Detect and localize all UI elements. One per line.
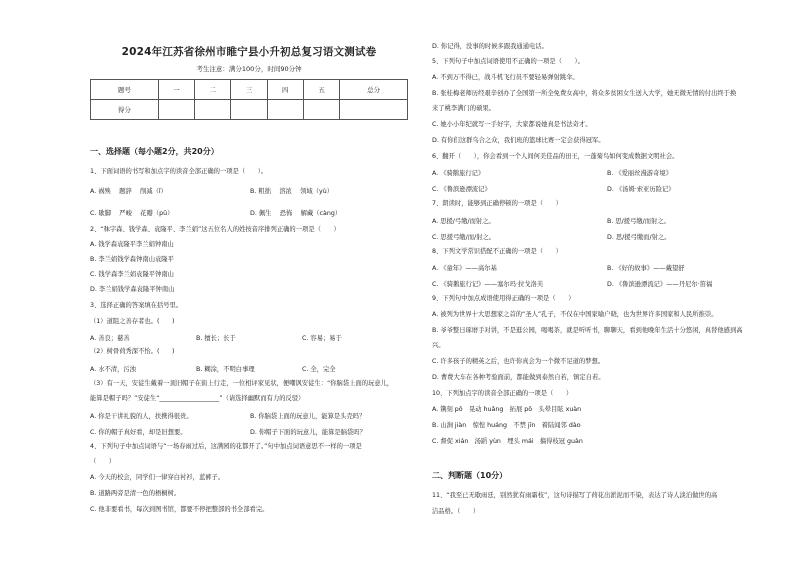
option: C. 容易；易于	[302, 335, 342, 342]
option: C. 你的帽子真好看，却是旧想要。	[90, 429, 187, 436]
score-cell	[231, 100, 267, 120]
question-text: 10、下列加点字的读音全部正确的一项是（ ）	[432, 390, 573, 397]
option: D. 李兰娟钱学森袁隆平钟南山	[90, 286, 175, 293]
option: D. 你记得，没事的时候多跟我通通电话。	[432, 43, 548, 50]
score-cell	[303, 100, 339, 120]
option: A. 祸殃 题辞 削减（ǐ）	[90, 188, 167, 195]
option: C. 督促 xián 汤蹈 yùn 埋头 mái 搞得枝冠 guàn	[432, 438, 583, 445]
option: B. 李兰娟钱学森钟南山袁隆平	[90, 256, 174, 263]
question-text: 8、下列文学常识搭配不正确的一项是（ ）	[432, 248, 562, 255]
score-cell	[158, 100, 194, 120]
option: B. 《好的故事》——戴望舒	[607, 265, 685, 272]
option: A. 钱学森袁隆平李兰娟钟南山	[90, 241, 174, 248]
question-text: 1、下面词语的书写和加点字的读音全部正确的一项是（ ）。	[90, 168, 268, 175]
option: C. 全，完全	[302, 366, 336, 373]
option: C. 她小小年纪就写一手好字，大家都说她真是书法奇才。	[432, 121, 592, 128]
score-table-header-row	[91, 80, 408, 100]
option: D. 《鲁滨逊漂流记》——丹尼尔·笛福	[607, 281, 713, 288]
question-text: 4、下列句子中加点词语与“一场春雨过后，这满园的花都开了。”句中加点词语意思不一样的一项是	[90, 443, 362, 450]
option: C. 歇脚 严峻 花瓣（pū）	[90, 210, 174, 217]
option: C. 思援弓缴/而/射之。	[432, 234, 496, 241]
exam-title: 2024年江苏省徐州市睢宁县小升初总复习语文测试卷	[121, 46, 377, 58]
option: A. 今天的校会，同学们一律穿白衬衫，蓝裤子。	[90, 474, 225, 481]
sub-question-continued: 能算是帽子吗？”安徒生“___________________”（请选择幽默而有力的反驳）	[90, 395, 305, 402]
question-text: 11、“我至已无歇雨廷，别然犹有雨霜枝”，这句诗描写了荷花出淤泥而不染，表达了诗人淡泊做世的高	[432, 492, 718, 499]
exam-notice: 考生注意：满分100分，时间90分钟	[196, 65, 302, 73]
option: B. 道路两旁是清一色的梧桐树。	[90, 490, 181, 497]
option: C. 他非要看书，每次到图书馆，都要不停把整部的书全部看完。	[90, 506, 269, 513]
question-text: 5、下列句子中加点词语使用不正确的一项是（ ）。	[432, 58, 584, 65]
section-heading: 一、选择题（每小题2分，共20分）	[90, 147, 219, 156]
sub-question: （3）有一天，安徒生戴着一顶旧帽子在街上行走，一位相评家见状，便嘲讽安徒生：“你脑袋上面的玩意儿，	[90, 380, 394, 387]
option: A. 思援/弓缴/而射之。	[432, 218, 495, 225]
score-header-cell: 题号	[91, 80, 159, 100]
option: B. 山涧 jiàn 惊惶 huáng 不禁 jīn 着陆闻邻 dào	[432, 422, 581, 429]
option: A. 水不清，污浊	[90, 366, 136, 373]
score-header-cell: 五	[303, 80, 339, 100]
left-column	[90, 0, 408, 562]
score-cell	[267, 100, 303, 120]
option: A. 你是干讲礼貌的人，扶携得很贵。	[90, 413, 193, 420]
option: A. 善良；慈善	[90, 335, 130, 342]
score-cell	[340, 100, 408, 120]
score-header-cell: 二	[195, 80, 231, 100]
option: B. 张桂梅老师历经艰辛创办了全国第一所全免费女高中，将众多贫困女生送入大学，她无微无情的付出终于换	[432, 90, 737, 97]
score-cell	[195, 100, 231, 120]
option: D. 曹费大车在各种考验面前，都能做到泰然自若，镇定自若。	[432, 374, 605, 381]
question-text: 3、选择正确的答案填在括号里。	[90, 302, 183, 309]
question-text: 9、下列句中加点成语使用得正确的一项是（ ）	[432, 295, 575, 302]
option: A. 不到万不得已，战斗机飞行员不要轻易弹射跳伞。	[432, 74, 579, 81]
sub-question: （2）树骨荷秀深不怡。( )	[90, 348, 175, 355]
option: B. 《爱丽丝漫游奇境》	[607, 170, 672, 177]
option: B. 你脑袋上面的玩意儿，能算是头壳吗？	[250, 413, 366, 420]
score-header-cell: 三	[231, 80, 267, 100]
option: D. 有你们这群乌合之众，我们班的篮球比赛一定会获得冠军。	[432, 137, 605, 144]
option: D. 《汤姆·索亚历险记》	[607, 186, 675, 193]
question-text: 7、朗读时，能够到正确停顿的一项是（ ）	[432, 200, 562, 207]
option: C. 《骑鹅旅行记》——塞尔玛·拉戈洛芙	[432, 281, 544, 288]
option: B. 思/援弓缴/而射之。	[607, 218, 670, 225]
score-table	[90, 79, 408, 120]
question-text: 2、“秣字森、钱学森、袁隆平、李兰娟”这五位名人的姓按音序排列正确的一项是（ ）	[90, 226, 340, 233]
right-column	[432, 0, 782, 562]
option: D. 思/援弓缴而/射之。	[607, 234, 671, 241]
score-header-cell: 四	[267, 80, 303, 100]
option: B. 粗拙 溶浓 领域（yù）	[250, 188, 334, 195]
score-header-cell: 总分	[340, 80, 408, 100]
option: B. 糊涂，不明白事理	[196, 366, 255, 373]
option: A. 镌刻 pō 晃动 huǎng 拓展 pō 头晕目眩 xuàn	[432, 406, 582, 413]
option: D. 佩生 恐怖 解藏（càng）	[250, 210, 342, 217]
option: A. 被列为世界十大思想家之首的“圣人”孔子，不仅在中国家喻户晓，也为世界许多国家和人民所推崇。	[432, 311, 718, 318]
option-continued: 兴。	[432, 342, 445, 349]
score-row-label: 得分	[91, 100, 159, 120]
question-text: 6、翻开（ ），你会看到一个人间何美佳品的田王，一蓬菊鸟如何变成数据文明社会。	[432, 153, 679, 160]
answer-blank: （ ）	[90, 458, 116, 465]
question-text-continued: 洁品格。（ ）	[432, 508, 480, 515]
option: C. 许多孩子的精英之后，也许你真会为一个微不足道的梦想。	[432, 358, 605, 365]
option: B. 爷爷整日琢磨手对讲，不是逛公园，喝喝茶，就是听听书，聊聊天，看到他晚年生活十分悠闲，真替他感到高	[432, 327, 743, 334]
score-table-score-row	[91, 100, 408, 120]
sub-question: （1）道阻之善存者也。( )	[90, 318, 175, 325]
option: B. 擅长；长于	[196, 335, 236, 342]
option: D. 你帽子下面的玩意儿，能算是脑袋吗？	[250, 429, 366, 436]
option: A. 《骑鹅旅行记》	[432, 170, 485, 177]
section-heading: 二、判断题（10分）	[432, 471, 508, 480]
option: A. 《童年》——高尔基	[432, 265, 497, 272]
score-header-cell: 一	[158, 80, 194, 100]
option: C. 钱学森李兰娟袁隆平钟南山	[90, 271, 174, 278]
option-continued: 来了桃李满门的硕果。	[432, 105, 495, 112]
option: C. 《鲁滨逊漂流记》	[432, 186, 491, 193]
